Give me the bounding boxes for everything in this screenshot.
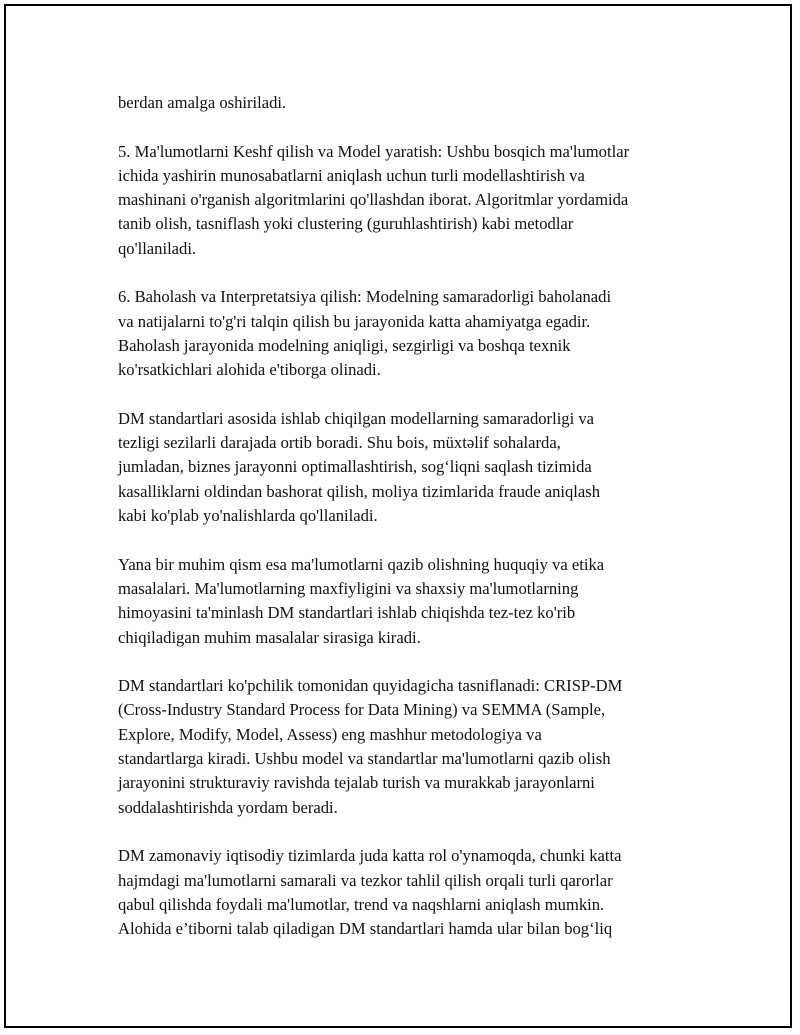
text-line: Alohida e’tiborni talab qiladigan DM standartlari hamda ular bilan bog‘liq — [118, 919, 613, 939]
text-line: Baholash jarayonida modelning aniqligi, sezgirligi va boshqa texnik — [118, 335, 571, 355]
text-line: kabi ko'plab yo'nalishlarda qo'llaniladi. — [118, 506, 378, 526]
text-line: va natijalarni to'g'ri talqin qilish bu jarayonida katta ahamiyatga egadir. — [118, 311, 591, 331]
text-line: tanib olish, tasniflash yoki clustering (guruhlashtirish) kabi metodlar — [118, 214, 574, 234]
text-line: DM zamonaviy iqtisodiy tizimlarda juda katta rol o'ynamoqda, chunki katta — [118, 846, 622, 866]
text-line: ichida yashirin munosabatlarni aniqlash uchun turli modellashtirish va — [118, 165, 585, 185]
paragraph — [118, 285, 698, 382]
text-line: tezligi sezilarli darajada ortib boradi. Shu bois, müxtəlif sohalarda, — [118, 433, 561, 453]
text-line: 5. Ma'lumotlarni Keshf qilish va Model yaratish: Ushbu bosqich ma'lumotlar — [118, 141, 630, 161]
text-line: mashinani o'rganish algoritmlarini qo'llashdan iborat. Algoritmlar yordamida — [118, 190, 629, 210]
paragraph — [118, 140, 698, 261]
paragraph — [118, 91, 698, 115]
text-line: jumladan, biznes jarayonni optimallashtirish, sog‘liqni saqlash tizimida — [118, 457, 592, 477]
text-line: kasalliklarni oldindan bashorat qilish, moliya tizimlarida fraude aniqlash — [118, 481, 601, 501]
text-line: (Cross-Industry Standard Process for Data Mining) va SEMMA (Sample, — [118, 700, 606, 720]
text-line: chiqiladigan muhim masalalar sirasiga kiradi. — [118, 627, 421, 647]
text-line: 6. Baholash va Interpretatsiya qilish: Modelning samaradorligi baholanadi — [118, 287, 612, 307]
text-line: qabul qilishda foydali ma'lumotlar, trend va naqshlarni aniqlash mumkin. — [118, 894, 605, 914]
text-line: DM standartlari asosida ishlab chiqilgan modellarning samaradorligi va — [118, 408, 595, 428]
text-line: soddalashtirishda yordam beradi. — [118, 797, 338, 817]
text-line: ko'rsatkichlari alohida e'tiborga olinadi. — [118, 360, 381, 380]
paragraph — [118, 407, 698, 528]
document-body — [118, 91, 698, 966]
text-line: hajmdagi ma'lumotlarni samarali va tezkor tahlil qilish orqali turli qarorlar — [118, 870, 613, 890]
paragraph — [118, 844, 698, 941]
text-line: DM standartlari ko'pchilik tomonidan quyidagicha tasniflanadi: CRISP-DM — [118, 676, 623, 696]
text-line: standartlarga kiradi. Ushbu model va standartlar ma'lumotlarni qazib olish — [118, 749, 611, 769]
text-line: masalalari. Ma'lumotlarning maxfiyligini va shaxsiy ma'lumotlarning — [118, 578, 579, 598]
text-line: himoyasini ta'minlash DM standartlari ishlab chiqishda tez-tez ko'rib — [118, 603, 576, 623]
text-line: berdan amalga oshiriladi. — [118, 93, 287, 112]
paragraph — [118, 674, 698, 820]
text-line: jarayonini strukturaviy ravishda tejalab turish va murakkab jarayonlarni — [118, 773, 595, 793]
text-line: qo'llaniladi. — [118, 238, 197, 258]
text-line: Explore, Modify, Model, Assess) eng mashhur metodologiya va — [118, 724, 542, 744]
paragraph — [118, 553, 698, 650]
text-line: Yana bir muhim qism esa ma'lumotlarni qazib olishning huquqiy va etika — [118, 554, 605, 574]
